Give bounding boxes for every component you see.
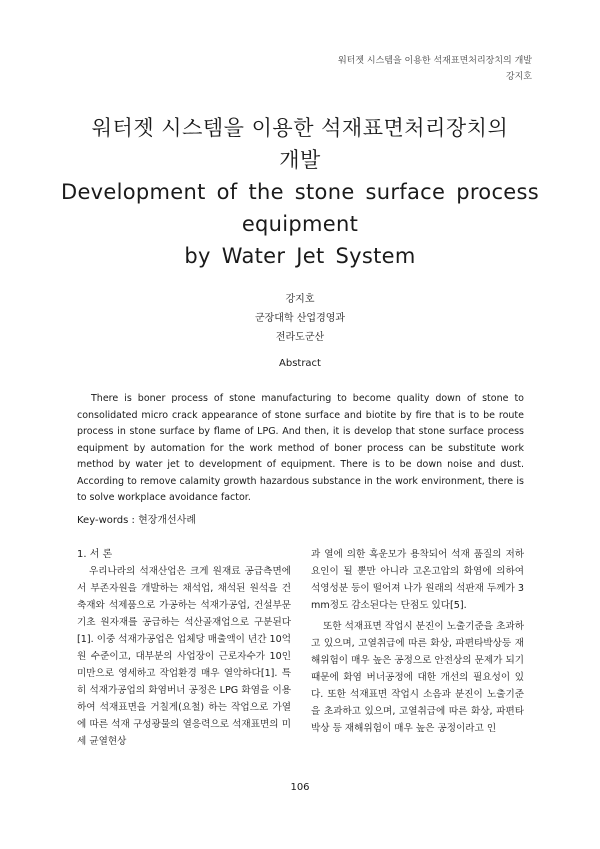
body-column-left: [77, 546, 291, 750]
abstract-heading: Abstract: [279, 358, 321, 369]
section-heading: 1. 서 론: [77, 549, 113, 560]
author-name: 강지호: [285, 294, 315, 305]
title-korean-line-2: 개발: [279, 148, 321, 172]
body-paragraph: 또한 석재표면 작업시 분진이 노출기준을 초과하고 있으며, 고열취급에 따른 화상, 파편타박상등 재해위험이 매우 높은 공정으로 안전상의 문제가 되기 때문에 화염 버너공정에 대한 개선의 필요성이 있다. 또한 석재표면 작업시 소음과 분진이 노출기준을 초과하고 있으며, 고열취급에 따른 화상, 파편타박상 등 재해위험이 매우 높은 공정이라고 인: [311, 621, 524, 734]
title-english-line-2: equipment: [241, 212, 359, 236]
keywords: Key-words : 현장개선사례: [77, 515, 197, 526]
paper-title: [60, 112, 540, 272]
title-english-line-1: Development of the stone surface process: [60, 180, 539, 204]
author-block: [0, 290, 600, 347]
abstract-text: There is boner process of stone manufacturing to become quality down of stone to consolidated micro crack appearance of stone surface and biotite by fire that is to be route process in stone surface by flame of LPG. And then, it is develop that stone surface process equipment by automation for the work method of boner process can be substitute work method by water jet to development of equipment. There is to be down noise and dust. According to remove calamity growth hazardous substance in the work environment, there is to solve workplace avoidance factor.: [77, 393, 524, 503]
running-author: 강지호: [505, 72, 532, 82]
running-header: [338, 53, 532, 85]
title-korean-line-1: 워터젯 시스템을 이용한 석재표면처리장치의: [91, 116, 509, 140]
running-title: 워터젯 시스템을 이용한 석재표면처리장치의 개발: [337, 56, 532, 66]
body-paragraph: 우리나라의 석재산업은 크게 원재료 공급측면에서 부존자원을 개발하는 채석업, 채석된 원석을 건축재와 석제품으로 가공하는 석재가공업, 건설부문 기초 원자재를 공급하는 석산골재업으로 구분된다[1]. 이중 석재가공업은 업체당 매출액이 년간 10억원 수준이고, 대부분의 사업장이 근로자수가 10인 미만으로 영세하고 작업환경 매우 열악하다[1]. 특히 석재가공업의 화염버너 공정은 LPG 화염을 이용하여 석재표면을 거칠게(요철) 하는 작업으로 가열에 따른 석재 구성광물의 열응력으로 석재표면의 미세 균열현상: [77, 566, 291, 747]
title-english-line-3: by Water Jet System: [184, 244, 416, 268]
body-paragraph: 과 열에 의한 흑운모가 용착되어 석재 품질의 저하 요인이 될 뿐만 아니라 고온고압의 화염에 의하여 석영성분 등이 떨어져 나가 원래의 석판재 두께가 3 mm정도 감소된다는 단점도 있다[5].: [311, 549, 524, 611]
author-location: 전라도군산: [275, 332, 325, 343]
page-number: 106: [290, 782, 310, 793]
body-column-right: [311, 546, 524, 737]
author-affiliation: 군장대학 산업경영과: [254, 313, 346, 324]
